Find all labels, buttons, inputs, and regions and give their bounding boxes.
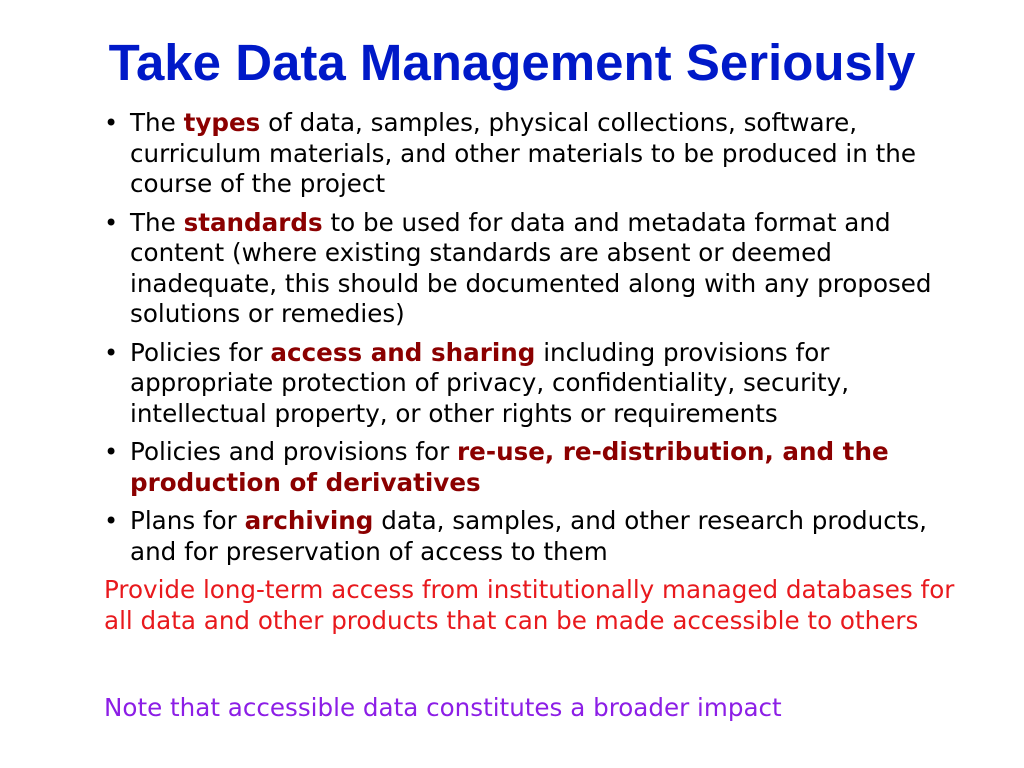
bullet-text-after: of data, samples, physical collections, software, curriculum materials, and other materials to be produced in the course of the project xyxy=(130,108,917,198)
bullet-marker: • xyxy=(104,507,119,535)
bullet-text-before: Plans for xyxy=(130,506,245,535)
slide-title: Take Data Management Seriously xyxy=(108,34,916,91)
bullet-text-before: Policies and provisions for xyxy=(130,437,458,466)
bullet-marker: • xyxy=(104,438,119,466)
bullet-list xyxy=(104,108,964,575)
long-term-access-note: Provide long-term access from institutionally managed databases for all data and other products that can be made accessible to others xyxy=(104,575,955,635)
bullet-text-before: The xyxy=(130,108,184,137)
bullet-text-after: to be used for data and metadata format and content (where existing standards are absent or deemed inadequate, this should be documented along with any proposed solutions or remedies) xyxy=(130,207,932,328)
bullet-item-reuse xyxy=(104,437,964,498)
bullet-text-after: data, samples, and other research products, and for preservation of access to them xyxy=(130,506,927,566)
bullet-emphasis: access and sharing xyxy=(270,337,536,367)
bullet-item-standards xyxy=(104,208,964,330)
bullet-emphasis: archiving xyxy=(244,506,374,535)
bullet-text-after: including provisions for appropriate protection of privacy, confidentiality, security, intellectual property, or other rights or requirements xyxy=(130,337,850,428)
bullet-emphasis: re-use, re-distribution, and the production of derivatives xyxy=(130,437,889,497)
bullet-item-access-sharing xyxy=(104,338,964,430)
bullet-text-before: The xyxy=(130,207,184,237)
bullet-text-before: Policies for xyxy=(130,337,271,367)
bullet-marker: • xyxy=(104,208,119,237)
bullet-item-archiving xyxy=(104,506,964,567)
bullet-emphasis: types xyxy=(183,108,261,137)
bullet-marker: • xyxy=(104,109,119,137)
broader-impact-note: Note that accessible data constitutes a broader impact xyxy=(104,693,782,722)
bullet-item-types xyxy=(104,108,964,200)
bullet-marker: • xyxy=(104,338,119,367)
bullet-emphasis: standards xyxy=(183,207,323,237)
